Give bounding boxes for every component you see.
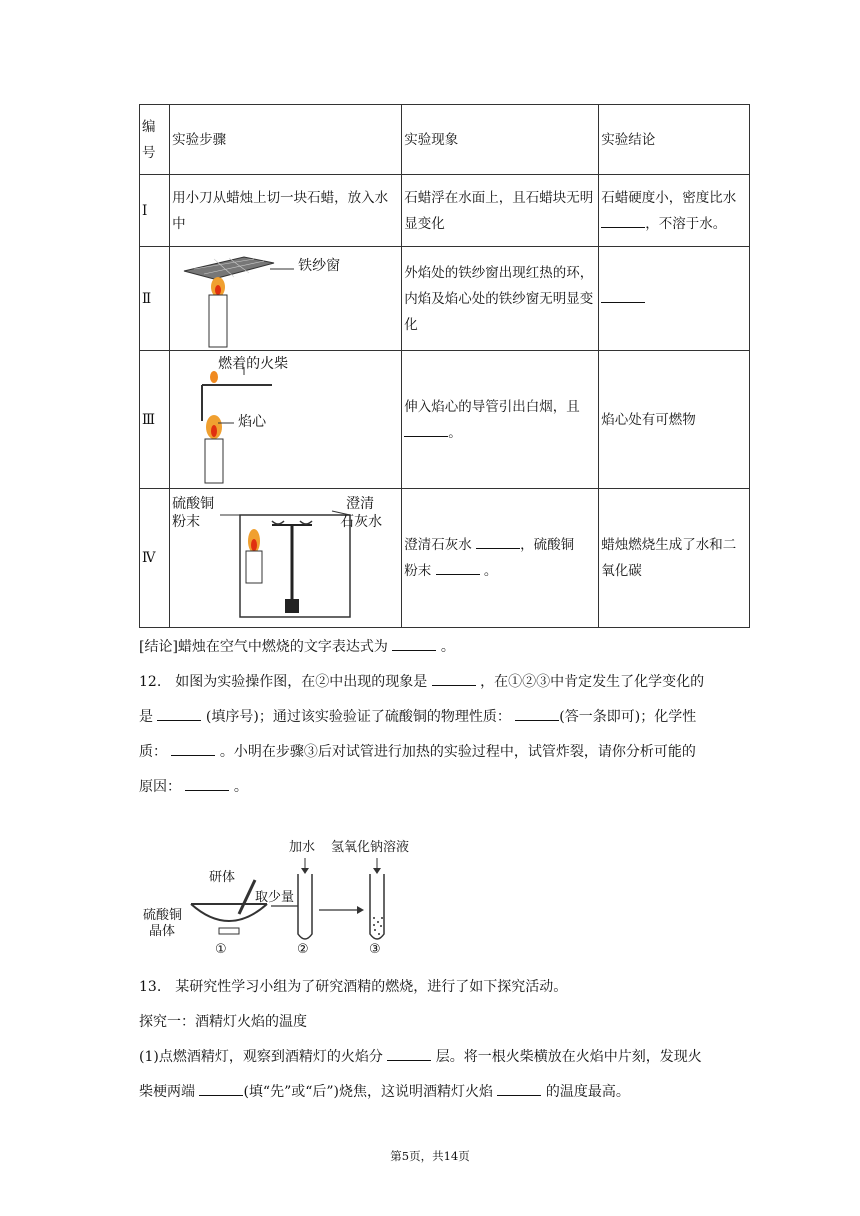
conclusion-text: 。 (440, 639, 455, 655)
label-step-3: ③ (369, 942, 381, 957)
row-figure (170, 247, 402, 351)
table-header-row (140, 105, 750, 175)
row-conclusion: 蜡烛燃烧生成了水和二氧化碳 (599, 489, 750, 628)
conclusion-text: ，不溶于水。 (645, 215, 727, 232)
row-id: Ⅳ (140, 489, 170, 628)
header-conclusion: 实验结论 (599, 105, 750, 175)
answer-blank (601, 213, 645, 228)
row-figure (170, 489, 402, 628)
figure-label-limewater-2: 石灰水 (340, 514, 383, 530)
q12-text: 。 (233, 779, 248, 795)
label-add-water: 加水 (289, 840, 316, 855)
flame-core-figure (174, 353, 394, 487)
header-phenomenon: 实验现象 (402, 105, 599, 175)
answer-blank (199, 1081, 243, 1096)
row-phenomenon (402, 489, 599, 628)
figure-label-cuso4-1: 硫酸铜 (172, 496, 215, 512)
page-footer: 第5页，共14页 (390, 1149, 470, 1163)
q12-text: 原因： (139, 779, 181, 795)
label-naoh: 氢氧化钠溶液 (331, 840, 410, 855)
q13-text: (1)点燃酒精灯，观察到酒精灯的火焰分 (139, 1049, 383, 1065)
q13-text: (填“先”或“后”)烧焦，这说明酒精灯火焰 (243, 1084, 494, 1100)
row-phenomenon (402, 351, 599, 489)
iron-gauze-figure (174, 249, 394, 349)
phenomenon-text: 。 (448, 424, 462, 441)
q12-text: (填序号)；通过该实验验证了硫酸铜的物理性质： (205, 709, 511, 725)
phenomenon-text: 澄清石灰水 (404, 537, 472, 553)
label-crystal-2: 晶体 (149, 924, 176, 939)
label-step-1: ① (215, 942, 227, 957)
phenomenon-text: ，硫酸铜 (520, 537, 575, 553)
answer-blank (171, 741, 215, 756)
row-conclusion (599, 175, 750, 247)
row-id: Ⅱ (140, 247, 170, 351)
row-conclusion: 焰心处有可燃物 (599, 351, 750, 489)
conclusion-text: 石蜡硬度小，密度比水 (601, 189, 737, 206)
figure-label-match: 燃着的火柴 (218, 356, 289, 372)
answer-blank (185, 776, 229, 791)
phenomenon-text: 伸入焰心的导管引出白烟，且 (404, 398, 580, 415)
label-step-2: ② (297, 942, 309, 957)
answer-blank (601, 288, 645, 303)
table-row (140, 175, 750, 247)
conclusion-line (139, 630, 750, 665)
label-take-small: 取少量 (255, 890, 295, 905)
row-step: 用小刀从蜡烛上切一块石蜡，放入水中 (170, 175, 402, 247)
table-row (140, 351, 750, 489)
q12-text: (答一条即可)；化学性 (559, 709, 697, 725)
cuso4-experiment-figure (139, 830, 469, 960)
label-mortar: 研体 (209, 870, 236, 885)
q13-line (139, 1075, 750, 1110)
q12-text: 质： (139, 744, 167, 760)
conclusion-text: [结论]蜡烛在空气中燃烧的文字表达式为 (139, 639, 388, 655)
answer-blank (392, 636, 436, 651)
q12-line (139, 735, 750, 770)
q13-subtitle: 探究一：酒精灯火焰的温度 (139, 1014, 307, 1030)
experiment-table (139, 104, 750, 628)
row-phenomenon: 外焰处的铁纱窗出现红热的环，内焰及焰心处的铁纱窗无明显变化 (402, 247, 599, 351)
row-phenomenon: 石蜡浮在水面上，且石蜡块无明显变化 (402, 175, 599, 247)
question-12 (139, 665, 750, 805)
q13-title: 13. 某研究性学习小组为了研究酒精的燃烧，进行了如下探究活动。 (139, 979, 568, 995)
q13-text: 的温度最高。 (545, 1084, 630, 1100)
table-row (140, 489, 750, 628)
answer-blank (404, 422, 448, 437)
question-13 (139, 970, 750, 1110)
answer-blank (432, 671, 476, 686)
figure-label-cuso4-2: 粉末 (172, 514, 201, 530)
q12-line (139, 665, 750, 700)
answer-blank (436, 560, 480, 575)
answer-blank (476, 534, 520, 549)
row-id: Ⅲ (140, 351, 170, 489)
row-id: Ⅰ (140, 175, 170, 247)
table-row (140, 247, 750, 351)
q12-line (139, 770, 750, 805)
header-step: 实验步骤 (170, 105, 402, 175)
phenomenon-text: 粉末 (404, 563, 432, 579)
answer-blank (515, 706, 559, 721)
q13-text: 层。将一根火柴横放在火焰中片刻，发现火 (435, 1049, 702, 1065)
figure-label-gauze: 铁纱窗 (298, 258, 341, 274)
answer-blank (497, 1081, 541, 1096)
figure-label-limewater-1: 澄清 (346, 496, 375, 512)
answer-blank (387, 1046, 431, 1061)
row-conclusion (599, 247, 750, 351)
figure-label-core: 焰心 (238, 414, 267, 430)
q12-text: ，在①②③中肯定发生了化学变化的 (480, 674, 705, 690)
answer-blank (157, 706, 201, 721)
row-figure (170, 351, 402, 489)
phenomenon-text: 。 (483, 563, 498, 579)
q13-text: 柴梗两端 (139, 1084, 195, 1100)
q12-text: 12. 如图为实验操作图，在②中出现的现象是 (139, 674, 428, 690)
q12-line (139, 700, 750, 735)
header-id: 编号 (140, 105, 170, 175)
label-crystal-1: 硫酸铜 (143, 908, 183, 923)
q12-text: 是 (139, 709, 153, 725)
q13-line (139, 1040, 750, 1075)
q12-text: 。小明在步骤③后对试管进行加热的实验过程中，试管炸裂，请你分析可能的 (219, 744, 696, 760)
